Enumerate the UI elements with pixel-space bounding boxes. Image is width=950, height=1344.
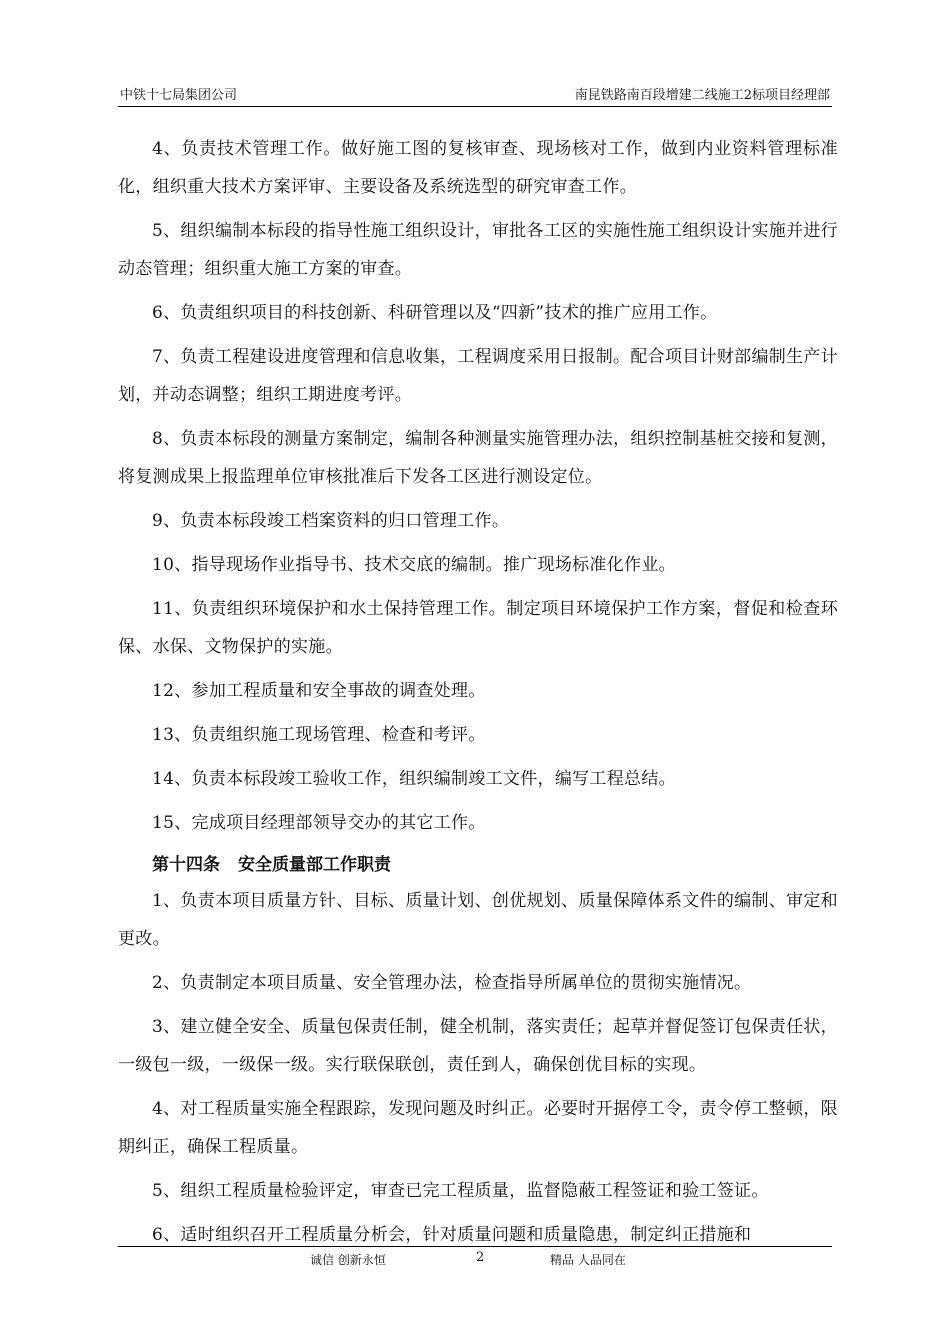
paragraph: 13、负责组织施工现场管理、检查和考评。 (152, 725, 486, 745)
footer-motto-left: 诚信 创新永恒 (310, 1253, 386, 1267)
section-title: 安全质量部工作职责 (238, 855, 391, 875)
page-footer (118, 1246, 832, 1271)
paragraph: 2、负责制定本项目质量、安全管理办法，检查指导所属单位的贯彻实施情况。 (152, 973, 752, 993)
page-header (118, 82, 832, 107)
paragraph: 11、负责组织环境保护和水土保持管理工作。制定项目环境保护工作方案，督促和检查环保、水保、文物保护的实施。 (118, 599, 838, 657)
paragraph: 9、负责本标段竣工档案资料的归口管理工作。 (152, 511, 510, 531)
document-body (118, 130, 838, 1260)
page-number: 2 (476, 1250, 485, 1265)
footer-motto-right: 精品 人品同在 (550, 1253, 626, 1267)
paragraph: 3、建立健全安全、质量包保责任制，健全机制，落实责任；起草并督促签订包保责任状，一级包一级，一级保一级。实行联保联创，责任到人，确保创优目标的实现。 (118, 1017, 838, 1075)
paragraph: 14、负责本标段竣工验收工作，组织编制竣工文件，编写工程总结。 (152, 769, 676, 789)
header-company: 中铁十七局集团公司 (120, 88, 238, 103)
paragraph: 6、适时组织召开工程质量分析会，针对质量问题和质量隐患，制定纠正措施和 (152, 1225, 752, 1245)
paragraph: 10、指导现场作业指导书、技术交底的编制。推广现场标准化作业。 (152, 555, 676, 575)
section-number: 第十四条 (152, 855, 220, 875)
paragraph: 8、负责本标段的测量方案制定，编制各种测量实施管理办法，组织控制基桩交接和复测，将复测成果上报监理单位审核批准后下发各工区进行测设定位。 (118, 429, 838, 487)
paragraph: 5、组织工程质量检验评定，审查已完工程质量，监督隐蔽工程签证和验工签证。 (152, 1181, 769, 1201)
paragraph: 5、组织编制本标段的指导性施工组织设计，审批各工区的实施性施工组织设计实施并进行动态管理；组织重大施工方案的审查。 (118, 221, 838, 279)
paragraph: 4、负责技术管理工作。做好施工图的复核审查、现场核对工作，做到内业资料管理标准化，组织重大技术方案评审、主要设备及系统选型的研究审查工作。 (118, 139, 838, 197)
paragraph: 12、参加工程质量和安全事故的调查处理。 (152, 681, 486, 701)
section-heading (118, 848, 838, 882)
paragraph: 6、负责组织项目的科技创新、科研管理以及“四新”技术的推广应用工作。 (152, 303, 718, 323)
header-project: 南昆铁路南百段增建二线施工2标项目经理部 (574, 88, 830, 103)
paragraph: 15、完成项目经理部领导交办的其它工作。 (152, 813, 486, 833)
paragraph: 1、负责本项目质量方针、目标、质量计划、创优规划、质量保障体系文件的编制、审定和更改。 (118, 891, 838, 949)
paragraph: 4、对工程质量实施全程跟踪，发现问题及时纠正。必要时开据停工令，责令停工整顿，限期纠正，确保工程质量。 (118, 1099, 838, 1157)
paragraph: 7、负责工程建设进度管理和信息收集，工程调度采用日报制。配合项目计财部编制生产计划，并动态调整；组织工期进度考评。 (118, 347, 838, 405)
